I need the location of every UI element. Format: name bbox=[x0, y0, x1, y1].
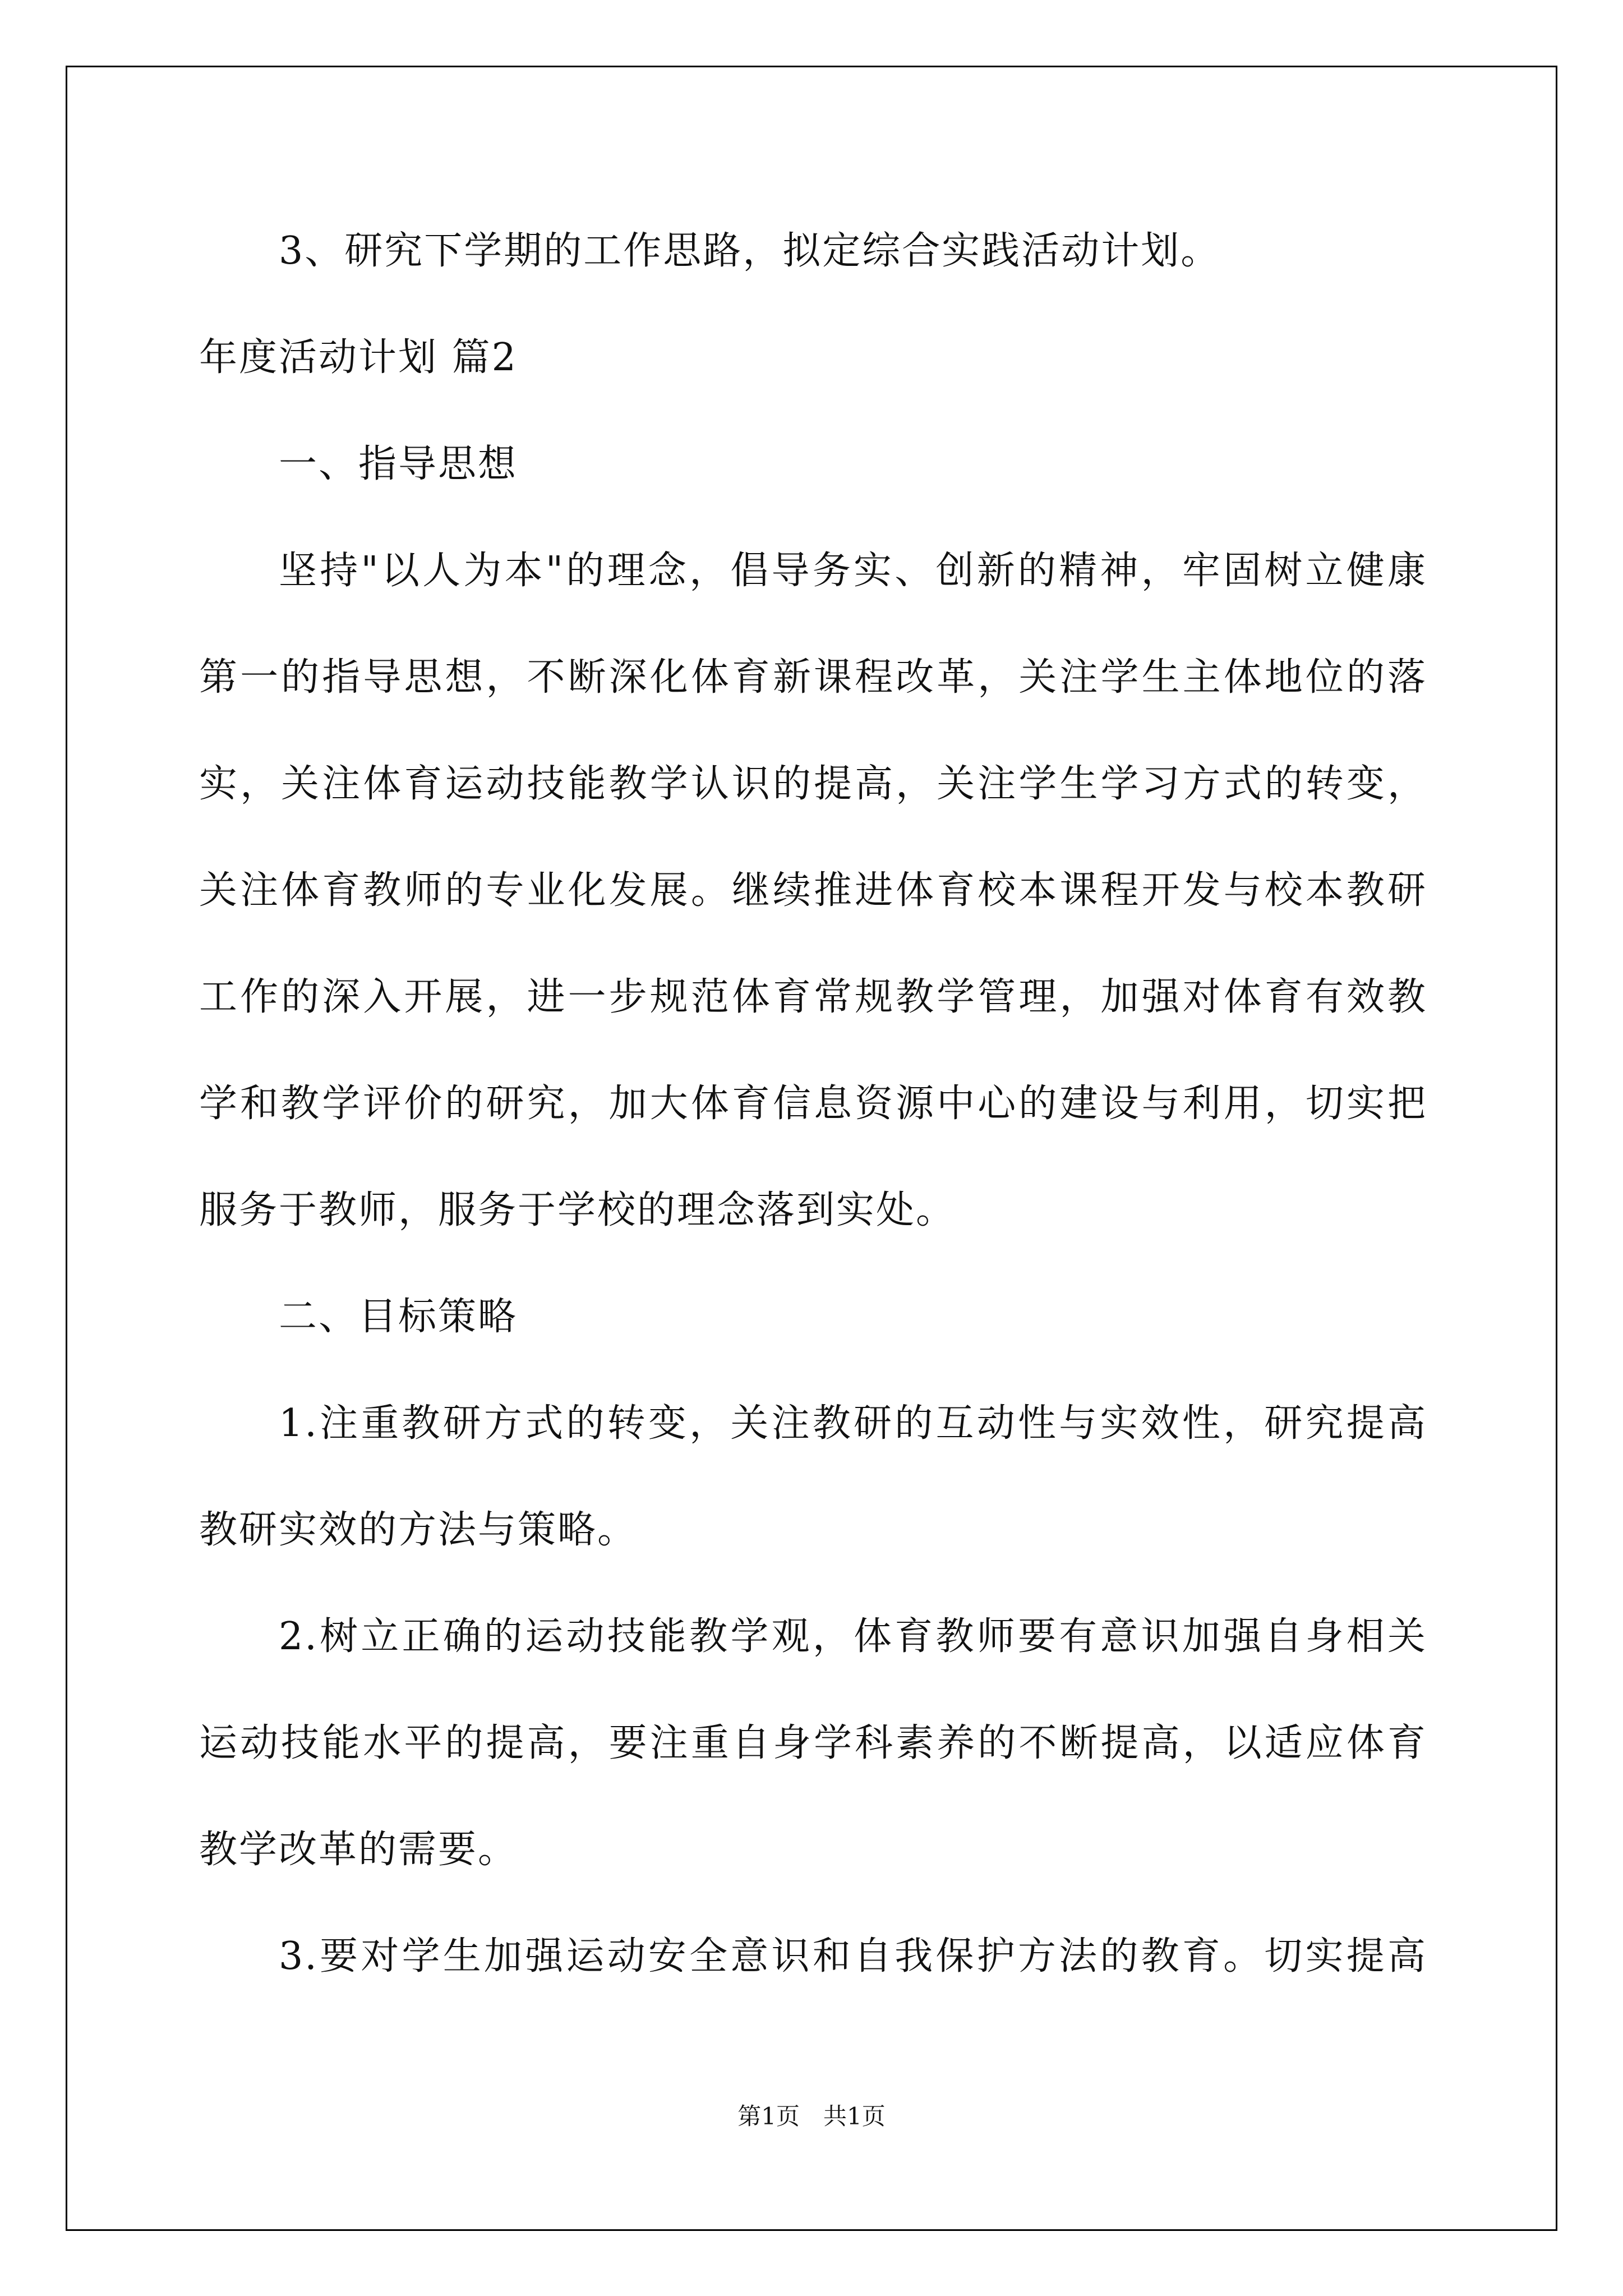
paragraph-line: 运动技能水平的提高，要注重自身学科素养的不断提高，以适应体育 bbox=[199, 1721, 1427, 1765]
page-footer: 第1页 共1页 bbox=[737, 2102, 886, 2130]
paragraph-line: 教研实效的方法与策略。 bbox=[199, 1508, 638, 1552]
paragraph-line: 坚持"以人为本"的理念，倡导务实、创新的精神，牢固树立健康 bbox=[279, 549, 1427, 593]
subheading: 二、目标策略 bbox=[279, 1295, 518, 1339]
paragraph-line: 1.注重教研方式的转变，关注教研的互动性与实效性，研究提高 bbox=[279, 1401, 1427, 1446]
paragraph-line: 3、研究下学期的工作思路，拟定综合实践活动计划。 bbox=[279, 229, 1221, 273]
paragraph-line: 教学改革的需要。 bbox=[199, 1828, 518, 1872]
paragraph-line: 实，关注体育运动技能教学认识的提高，关注学生学习方式的转变， bbox=[199, 762, 1427, 806]
paragraph-line: 3.要对学生加强运动安全意识和自我保护方法的教育。切实提高 bbox=[279, 1934, 1427, 1978]
section-heading: 年度活动计划 篇2 bbox=[199, 335, 518, 380]
paragraph-line: 工作的深入开展，进一步规范体育常规教学管理，加强对体育有效教 bbox=[199, 975, 1427, 1019]
paragraph-line: 第一的指导思想，不断深化体育新课程改革，关注学生主体地位的落 bbox=[199, 655, 1427, 700]
page-border bbox=[66, 66, 1557, 2231]
paragraph-line: 关注体育教师的专业化发展。继续推进体育校本课程开发与校本教研 bbox=[199, 868, 1427, 913]
subheading: 一、指导思想 bbox=[279, 442, 518, 486]
paragraph-line: 服务于教师，服务于学校的理念落到实处。 bbox=[199, 1188, 956, 1232]
paragraph-line: 学和教学评价的研究，加大体育信息资源中心的建设与利用，切实把 bbox=[199, 1082, 1427, 1126]
paragraph-line: 2.树立正确的运动技能教学观，体育教师要有意识加强自身相关 bbox=[279, 1614, 1427, 1659]
